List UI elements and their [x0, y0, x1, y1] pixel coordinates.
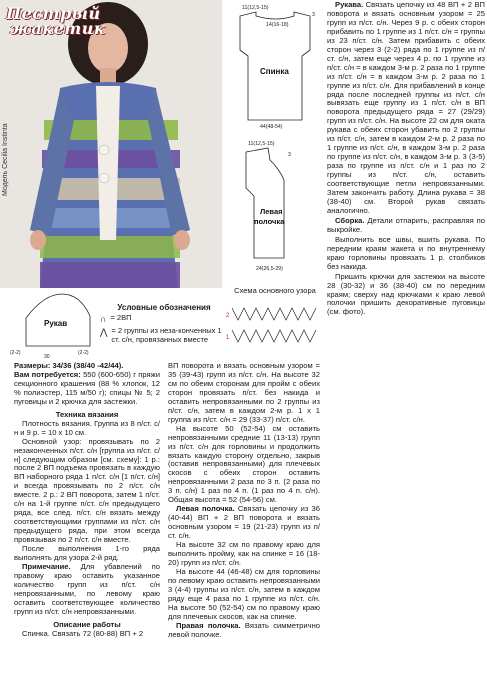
back-label: Спинка [260, 67, 289, 76]
back-dim-shoulder: 11(12,5-15) [242, 5, 269, 11]
cluster-symbol-icon: ⋀ [100, 327, 108, 338]
technique-heading: Техника вязания [55, 409, 119, 419]
row-1-label: 1 [226, 334, 230, 341]
front-dim-shoulder: 11(12,5-15) [248, 141, 275, 147]
front-dim-width: 24(26,5-29) [256, 266, 283, 272]
sleeve-instructions: Рукава. Связать цепочку из 48 ВП + 2 ВП поворота и вязать основным узором = 25 групп из п/ст. с/н. Через 9 р. с обеих сторон прибавить по 1 группе из 1 п/ст. с/н = группы из 23 п/ст. с/н. Затем прибавить с обеих сторон через 3 (2-2) ряда по 1 группе из п/ст. с/н, затем еще через 4 р. по 1 группе из п/ст. с/н = в каждом 3-м р. 2 раза по 1 группе из п/ст. с/н = в каждом 3-м р. 2 раза по 1 группе из п/ст. с/н. Для прибавлений в конце ряда после последней группы из п/ст. с/н вывязать еще группу из 1 п/ст. с/н в ВП поворота предыдущего ряда = 27 (29/29) групп из п/ст. с/н. На высоте 22 см для оката рукава с обеих сторон убавить по 2 группы из п/ст. с/н, затем в каждом 2-м р. 2 раза по 1 группе из п/ст. с/н, в каждом 3-м р. 2 раза по группе из п/ст. с/н, в каждом 3-м р. 3 (3-5) раза по группе из п/ст. с/н и 1 раз по 2 группы из п/ст. с/н, оставить соответствующие петли непровязанными. Затем закончить работу. Длина рукава = 38 (38-40) см. Второй рукав связать аналогично. [327, 0, 485, 215]
pattern-title: Схема основного узора [234, 286, 316, 295]
main-pattern: Основной узор: провязывать по 2 незаконченных п/ст. с/н [группа из п/ст. с/н] следующим образом [см. схему]: 1 р.: после 2 ВП подъема провязать в каждую ВП наборного ряда 1 п/ст. с/н [1 п/ст. с/н] и всегда провязывать по 2 п/ст. с/н вместе. 2 р.: 2 ВП поворота, затем 1 п/ст. с/н на 1-й группе п/ст. с/н предыдущего ряда, все след. п/ст. с/н вязать между соответствующими группами из п/ст. с/н предыдущего ряда, при этом всегда провязывая по 2 п/ст. с/н вместе. [14, 436, 160, 545]
work-description-heading: Описание работы [53, 619, 121, 629]
pattern-repeat: После выполнения 1-го ряда выполнять для узора 2-й ряд. [14, 544, 160, 563]
back-instructions: Спинка. Связать 72 (80-88) ВП + 2 [22, 628, 144, 638]
row-2-label: 2 [226, 312, 230, 319]
note: Примечание. Для убавлений по правому краю оставить указанное количество групп из п/ст. с/н непровязанными, по левому краю оставить соответствующее количество групп из п/ст. с/н непровязанными. [14, 561, 160, 616]
gauge: Плотность вязания. Группа из 8 п/ст. с/н и 9 р. = 10 х 10 см. [14, 418, 160, 437]
sizes: Размеры: 34/36 (38/40 -42/44). [14, 361, 124, 370]
sleeve-schematic [4, 288, 100, 362]
text-column-2 [168, 362, 320, 640]
legend-item: ∩ = 2ВП [100, 313, 132, 325]
article-title: Пестрый жакетик [6, 4, 106, 39]
text-column-1 [14, 362, 160, 639]
back-schematic [226, 4, 324, 136]
stitch-pattern-diagram [226, 287, 324, 355]
left-front-instructions: Левая полочка. Связать цепочку из 36 (40-44) ВП + 2 ВП поворота и вязать основным узором = 19 (21-23) групп из п/ст. с/н. [168, 504, 320, 541]
sleeve-dim-right: (2-2) [78, 350, 89, 356]
sleeve-dim-bottom: 30 [44, 354, 50, 360]
sleeve-dim-left: (2-2) [10, 350, 21, 356]
back-dim-neck: 14(16-18) [266, 22, 289, 28]
chain-symbol-icon: ∩ [100, 314, 107, 325]
back-dim-width: 44(48-54) [260, 124, 283, 130]
left-front-neckline: На высоте 44 (46-48) см для горловины по левому краю оставить непровязанными 3 (4-4) группы из п/ст. с/н, затем в каждом ряду еще 4 раза по 1 группе из п/ст. с/н. На высоте 50 (52-54) см по правому краю для плечевых скосов, как на спинке. [168, 566, 320, 621]
sleeve-label: Рукав [44, 319, 68, 328]
closure-instructions: Пришить крючки для застежки на высоте 28 (30-32) и 36 (38-40) см по передним краям; сверху над крючками к краю левой полочки пришить декоративные пуговицы (см. фото). [327, 271, 485, 317]
front-label-1: Левая [260, 207, 283, 216]
front-schematic [226, 140, 324, 280]
model-photo [0, 0, 222, 288]
legend-title: Условные обозначения [117, 303, 211, 312]
left-front-armhole: На высоте 32 см по правому краю для выполнить пройму, как на спинке = 16 (18-20) групп из п/ст. с/н. [168, 540, 320, 567]
back-neckline: На высоте 50 (52-54) см оставить непровязанными средние 11 (13-13) групп из п/ст. с/н для горловины и продолжить вязать каждую сторону отдельно, закрыв (оставив непровязанными) для плечевых скосов с обеих сторон оставить непровязанными 2 раза по 3 п. (2 раза по 3 п. с/н) 1 раз по 4 п. (1 раз по 4 п. с/н). Общая высота = 52 (54-56) см. [168, 423, 320, 505]
text-column-3 [327, 1, 485, 318]
finishing-instructions: Выполнить все швы, вшить рукава. По передним краям жакета и по внутреннему краю горловины провязать 1 р. столбиков без накида. [327, 234, 485, 271]
model-credit: Модель Cecilia Instinta [2, 123, 9, 196]
legend [100, 303, 228, 347]
right-front-instructions: Правая полочка. Вязать симметрично левой полочке. [168, 620, 320, 639]
legend-item: ⋀ = 2 группы из неза-конченных 1 ст. с/н, провязанных вместе [100, 326, 222, 344]
front-label-2: полочка [254, 217, 285, 226]
back-instructions-cont: ВП поворота и вязать основным узором = 35 (39-43) групп из п/ст. с/н. На высоте 32 см по обеим сторонам для пройм с обеих сторон провязать п/ст. без накида и оставить непровязанными по 2 группы из п/ст. с/н, затем в каждом 2-м р. 1 х 1 группа из п/ст. с/н = 29 (33-37) п/ст. с/н. [168, 361, 320, 424]
front-dim-slope: 3 [288, 152, 291, 158]
assembly-instructions: Сборка. Детали отпарить, расправляя по выкройке. [327, 215, 485, 234]
materials: Вам потребуется: 550 (600-650) г пряжи секционного крашения (88 % хлопок, 12 % полиэстер, 115 м/50 г); спицы № 5; 2 пуговицы и 2 крючка для застежки. [14, 369, 160, 406]
back-dim-slope: 3 [312, 12, 315, 18]
